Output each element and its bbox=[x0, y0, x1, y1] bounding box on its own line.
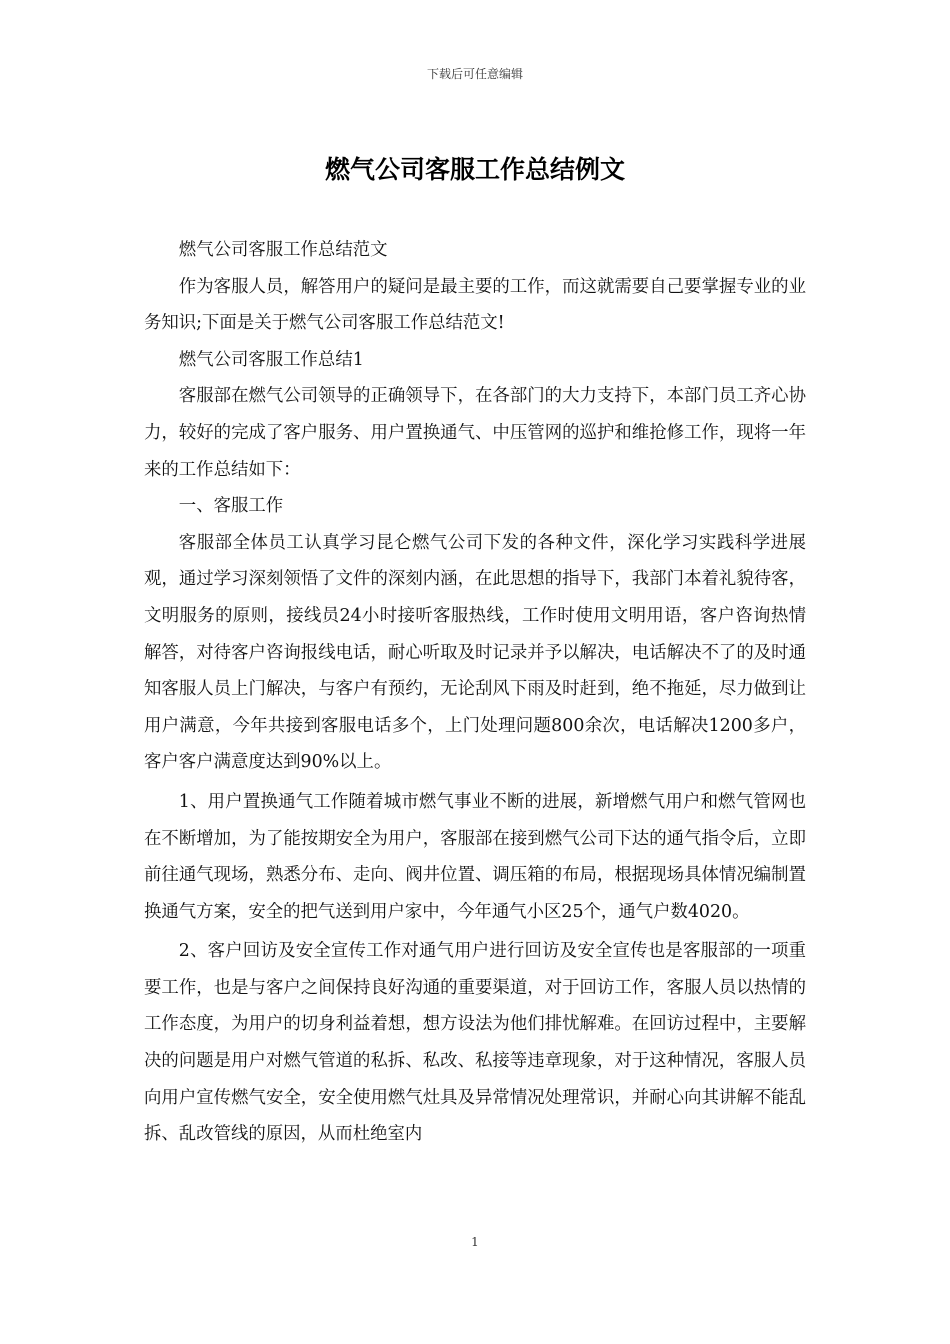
document-body bbox=[144, 232, 806, 1153]
paragraph-section-heading: 燃气公司客服工作总结1 bbox=[178, 349, 364, 370]
header-note: 下载后可任意编辑 bbox=[426, 67, 523, 81]
document-title: 燃气公司客服工作总结例文 bbox=[324, 155, 625, 184]
page-number: 1 bbox=[471, 1235, 479, 1249]
paragraph-subtitle: 燃气公司客服工作总结范文 bbox=[178, 240, 388, 260]
paragraph-customer-service: 客服部全体员工认真学习昆仑燃气公司下发的各种文件，深化学习实践科学进展观，通过学习深刻领悟了文件的深刻内涵，在此思想的指导下，我部门本着礼貌待客，文明服务的原则，接线员24小时接听客服热线，工作时使用文明用语，客户咨询热情解答，对待客户咨询报线电话，耐心听取及时记录并予以解决，电话解决不了的及时通知客服人员上门解决，与客户有预约，无论刮风下雨及时赶到，绝不拖延，尽力做到让用户满意，今年共接到客服电话多个，上门处理问题800余次，电话解决1200多户，客户客户满意度达到90%以上。 bbox=[144, 532, 806, 773]
paragraph-follow-up-visits: 2、客户回访及安全宣传工作对通气用户进行回访及安全宣传也是客服部的一项重要工作，也是与客户之间保持良好沟通的重要渠道，对于回访工作，客服人员以热情的工作态度，为用户的切身利益着想，想方设法为他们排忧解难。在回访过程中，主要解决的问题是用户对燃气管道的私拆、私改、私接等违章现象，对于这种情况，客服人员向用户宣传燃气安全，安全使用燃气灶具及异常情况处理常识，并耐心向其讲解不能乱拆、乱改管线的原因，从而杜绝室内 bbox=[144, 941, 806, 1145]
paragraph-intro: 作为客服人员，解答用户的疑问是最主要的工作，而这就需要自己要掌握专业的业务知识;下面是关于燃气公司客服工作总结范文! bbox=[144, 276, 806, 334]
paragraph-heading-customer-service: 一、客服工作 bbox=[178, 496, 284, 517]
paragraph-overview: 客服部在燃气公司领导的正确领导下，在各部门的大力支持下，本部门员工齐心协力，较好的完成了客户服务、用户置换通气、中压管网的巡护和维抢修工作，现将一年来的工作总结如下： bbox=[144, 386, 806, 480]
paragraph-gas-replacement: 1、用户置换通气工作随着城市燃气事业不断的进展，新增燃气用户和燃气管网也在不断增加，为了能按期安全为用户，客服部在接到燃气公司下达的通气指令后，立即前往通气现场，熟悉分布、走向、阀井位置、调压箱的布局，根据现场具体情况编制置换通气方案，安全的把气送到用户家中，今年通气小区25个，通气户数4020。 bbox=[144, 791, 806, 922]
